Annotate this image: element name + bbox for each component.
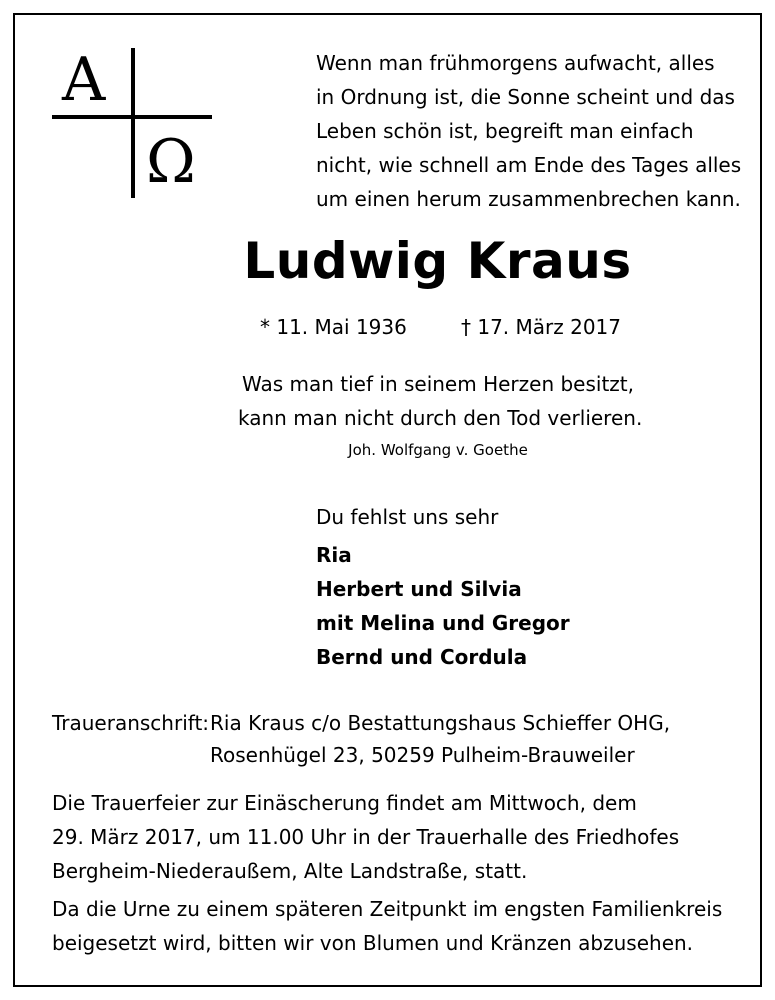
birth-date: * 11. Mai 1936	[260, 315, 407, 339]
quote-author: Joh. Wolfgang v. Goethe	[348, 441, 528, 459]
address-label: Traueranschrift:	[52, 711, 210, 735]
family-member: Herbert und Silvia	[316, 577, 522, 601]
intro-quote-line: nicht, wie schnell am Ende des Tages alles	[316, 153, 742, 177]
omega-glyph: Ω	[146, 127, 196, 197]
miss-text: Du fehlst uns sehr	[316, 505, 499, 529]
mourning-address	[210, 707, 670, 771]
intro-quote	[316, 46, 742, 216]
ceremony-line: Die Trauerfeier zur Einäscherung findet am Mittwoch, dem	[52, 791, 637, 815]
intro-quote-line: in Ordnung ist, die Sonne scheint und das	[316, 85, 735, 109]
family-list	[316, 538, 570, 674]
alpha-omega-symbol	[52, 45, 214, 200]
urn-note-line: beigesetzt wird, bitten wir von Blumen und Kränzen abzusehen.	[52, 931, 694, 955]
intro-quote-line: Leben schön ist, begreift man einfach	[316, 119, 694, 143]
urn-note	[52, 892, 742, 960]
family-member: Ria	[316, 543, 352, 567]
ceremony-info	[52, 786, 742, 888]
ceremony-line: 29. März 2017, um 11.00 Uhr in der Trauerhalle des Friedhofes	[52, 825, 680, 849]
goethe-quote-line: Was man tief in seinem Herzen besitzt,	[241, 372, 634, 396]
address-line: Ria Kraus c/o Bestattungshaus Schieffer OHG,	[210, 711, 671, 735]
cross-vertical-bar	[131, 48, 135, 198]
urn-note-line: Da die Urne zu einem späteren Zeitpunkt im engsten Familienkreis	[52, 897, 723, 921]
intro-quote-line: um einen herum zusammenbrechen kann.	[316, 187, 741, 211]
family-member: Bernd und Cordula	[316, 645, 528, 669]
ceremony-line: Bergheim-Niederaußem, Alte Landstraße, statt.	[52, 859, 528, 883]
deceased-name: Ludwig Kraus	[243, 232, 632, 290]
family-member: mit Melina und Gregor	[316, 611, 570, 635]
address-line: Rosenhügel 23, 50259 Pulheim-Brauweiler	[210, 743, 635, 767]
goethe-quote	[238, 367, 643, 435]
goethe-quote-line: kann man nicht durch den Tod verlieren.	[238, 406, 643, 430]
alpha-glyph: A	[62, 45, 106, 115]
death-date: † 17. März 2017	[461, 315, 622, 339]
intro-quote-line: Wenn man frühmorgens aufwacht, alles	[316, 51, 715, 75]
